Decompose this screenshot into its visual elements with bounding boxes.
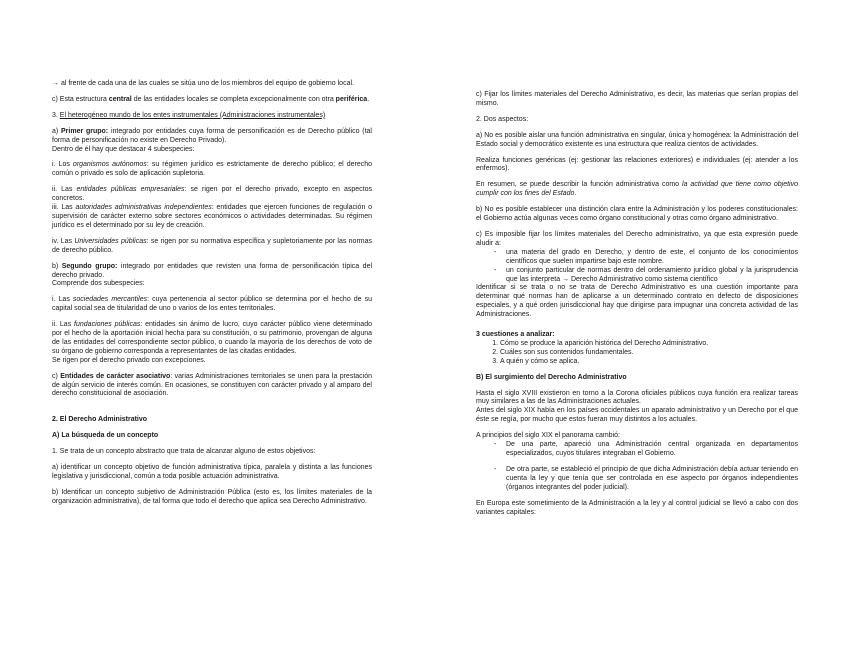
paragraph: a) Primer grupo: integrado por entidades cuya forma de personificación es de Derecho público (tal forma de personificación no existe en Derecho Privado). Dentro de él hay que destacar 4 subespecies: xyxy=(52,127,372,153)
dash-list xyxy=(476,466,798,493)
subsection-heading: A) La búsqueda de un concepto xyxy=(52,432,159,440)
paragraph: Realiza funciones genéricas (ej: gestionar las relaciones exteriores) e individuales (ej: atender a los enfermos). xyxy=(476,156,798,173)
paragraph: 2. Dos aspectos: xyxy=(476,115,529,123)
paragraph: b) Segundo grupo: integrado por entidades que revisten una forma de personificación típica del derecho privado. Comprende dos subespecies: xyxy=(52,262,373,288)
paragraph: i. Los organismos autónomos: su régimen jurídico es estrictamente de derecho público; el derecho común o privado es solo de aplicación supletoria. xyxy=(52,161,372,178)
dash-list xyxy=(476,249,798,285)
section-heading: 3. El heterogéneo mundo de los entes instrumentales (Administraciones instrumentales) xyxy=(52,111,326,119)
paragraph: b) No es posible establecer una distinción clara entre la Administración y los poderes constitucionales: el Gobierno actúa algunas veces como órgano constitucional y otras como órgano administrativo. xyxy=(476,206,798,223)
paragraph: a) No es posible aislar una función administrativa en singular, única y homogénea: la Administración del Estado social y democrático existente es una estructura que realiza cientos de actividades. xyxy=(476,131,798,148)
section-heading: 3 cuestiones a analizar: xyxy=(476,331,555,339)
numbered-list xyxy=(476,340,798,367)
paragraph: Hasta el siglo XVIII existieron en torno a la Corona oficiales públicos cuya función era realizar tareas muy similares a las de las Administraciones actuales. Antes del siglo XIX había en los países occidentales un aparato administrativo y un Derecho por el que éste se regía, por mucho que estos fueran muy distintos a los actuales. xyxy=(476,389,798,424)
list-item: 2. Cuáles son sus contenidos fundamentales. xyxy=(500,349,798,358)
list-item: - De una parte, apareció una Administración central organizada en departamentos especializados, cuyos titulares integraban el Gobierno. xyxy=(506,441,798,459)
paragraph: b) Identificar un concepto subjetivo de Administración Pública (esto es, los límites materiales de la organización administrativa), de tal forma que todo el derecho que aplica sea Derecho Administrativo. xyxy=(52,488,372,505)
section-heading: B) El surgimiento del Derecho Administrativo xyxy=(476,373,627,381)
dash-list xyxy=(476,441,798,459)
paragraph: c) Es imposible fijar los límites materiales del Derecho administrativo, ya que esta expresión puede aludir a: xyxy=(476,230,798,247)
left-column xyxy=(52,80,372,514)
paragraph: En Europa este sometimiento de la Administración a la ley y al control judicial se llevó a cabo con dos variantes capitales: xyxy=(476,499,798,516)
right-column xyxy=(476,91,798,524)
paragraph: Identificar si se trata o no se trata de Derecho Administrativo es una cuestión importante para determinar qué normas han de aplicarse a un determinado contrato en defecto de disposiciones especiales, y a qué orden jurisdiccional hay que dirigirse para impugnar una concreta actividad de las Administraciones. xyxy=(476,284,798,319)
paragraph: A principios del siglo XIX el panorama cambió: xyxy=(476,432,620,440)
list-item: - una materia del grado en Derecho, y dentro de este, el conjunto de los conocimientos científicos que suelen impartirse bajo este nombre. xyxy=(506,249,798,267)
list-item: 1. Cómo se produce la aparición histórica del Derecho Administrativo. xyxy=(500,340,798,349)
paragraph: 1. Se trata de un concepto abstracto que trata de alcanzar alguno de estos objetivos: xyxy=(52,448,316,456)
paragraph: ii. Las entidades públicas empresariales: se rigen por el derecho privado, excepto en aspectos concretos. iii. Las autoridades administrativas independientes: entidades que ejercen funciones de regulación o supervisión de carácter externo sobre sectores económicos o actividades determinadas. Su régimen jurídico es el determinado por su ley de creación. xyxy=(52,186,373,229)
paragraph: iv. Las Universidades públicas: se rigen por su normativa específica y supletoriamente por las normas de derecho público. xyxy=(52,237,372,254)
paragraph: c) Fijar los límites materiales del Derecho Administrativo, es decir, las materias que serían propias del mismo. xyxy=(476,91,798,107)
paragraph: c) Esta estructura central de las entidades locales se completa excepcionalmente con otra periférica. xyxy=(52,95,370,103)
list-item: - De otra parte, se estableció el principio de que dicha Administración debía actuar teniendo en cuenta la ley y que tenía que ser controlada en ese aspecto por órganos independientes (órganos integrantes del poder judicial). xyxy=(506,466,798,493)
paragraph: i. Las sociedades mercantiles: cuya pertenencia al sector público se determina por el hecho de su capital social sea de titularidad de uno o varios de los entes territoriales. xyxy=(52,296,372,313)
paragraph: En resumen, se puede describir la función administrativa como la actividad que tiene como objetivo cumplir con los fines del Estado. xyxy=(476,181,798,198)
paragraph: → al frente de cada una de las cuales se sitúa uno de los miembros del equipo de gobierno local. xyxy=(52,80,354,87)
paragraph: ii. Las fundaciones públicas: entidades sin ánimo de lucro, cuyo carácter público viene determinado por el hecho de la aportación inicial hecha para su constitución, o su patrimonio, provengan de alguna de las entidades del correspondiente sector público, o cuando la mayoría de los derechos de voto de su órgano de gobierno corresponda a representantes de las citadas entidades. Se rigen por el derecho privado con excepciones. xyxy=(52,321,372,364)
list-item: 3. A quién y cómo se aplica. xyxy=(500,358,798,367)
paragraph: a) identificar un concepto objetivo de función administrativa típica, paralela y distinta a las funciones legislativa y jurisdiccional, común a toda posible actuación administrativa. xyxy=(52,464,372,480)
list-item: - un conjunto particular de normas dentro del ordenamiento jurídico global y la jurisprudencia que las interpreta → Derecho Administrativo como sistema científico xyxy=(506,267,798,285)
section-heading: 2. El Derecho Administrativo xyxy=(52,416,148,424)
paragraph: c) Entidades de carácter asociativo: varias Administraciones territoriales se unen para la prestación de algún servicio de interés común. En ocasiones, se constituyen con carácter privado y al amparo del derecho constitucional de asociación. xyxy=(52,372,373,398)
